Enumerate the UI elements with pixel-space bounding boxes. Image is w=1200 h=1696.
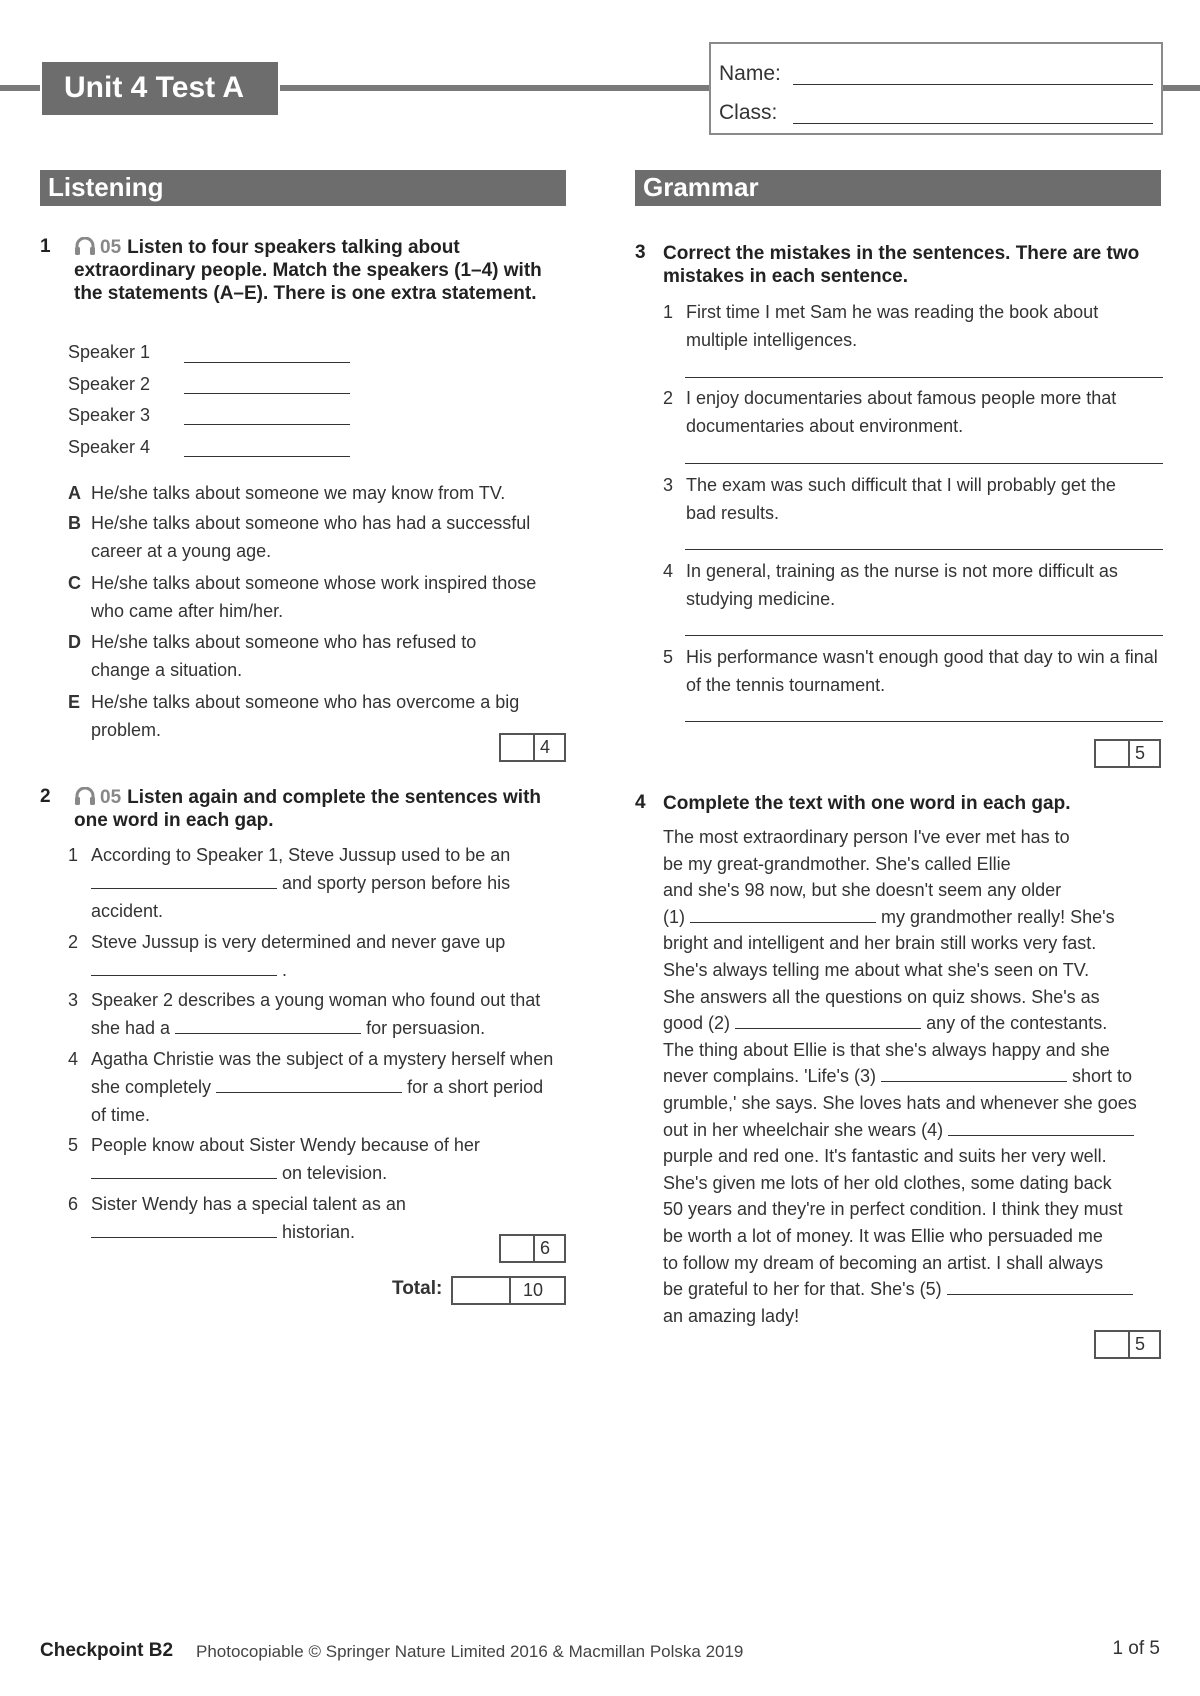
q2-item-5 xyxy=(68,1131,538,1187)
item-text: His performance wasn't enough good that day to win a final of the tennis tournament. xyxy=(686,647,1158,695)
page-number: 1 of 5 xyxy=(1112,1638,1160,1659)
headphones-icon xyxy=(74,787,96,805)
gap-3-line[interactable] xyxy=(881,1064,1067,1082)
q3-item-4 xyxy=(663,557,1141,613)
gap-line[interactable] xyxy=(175,1016,361,1034)
passage-line: an amazing lady! xyxy=(663,1305,800,1326)
q1-instruction: Listen to four speakers talking about extraordinary people. Match the speakers (1–4) with the statements (A–E). There is one extra statement. xyxy=(74,237,542,304)
statement-letter: C xyxy=(68,573,81,593)
gap-5-line[interactable] xyxy=(947,1277,1133,1295)
q3-item-2 xyxy=(663,384,1168,440)
item-text: Agatha Christie was the subject of a mystery herself when she completely xyxy=(91,1049,554,1097)
gap-number: out in her wheelchair she wears (4) xyxy=(663,1119,944,1140)
q3-answer-line-5[interactable] xyxy=(685,721,1163,722)
gap-number: (1) xyxy=(663,906,685,927)
q1-instruction-block xyxy=(74,236,554,305)
q3-number: 3 xyxy=(635,242,646,263)
statement-letter: E xyxy=(68,692,81,712)
passage-text: short to xyxy=(1072,1066,1133,1087)
speaker-4-answer-line[interactable] xyxy=(184,456,350,457)
item-text: According to Speaker 1, Steve Jussup used to be an xyxy=(91,845,511,865)
gap-line[interactable] xyxy=(91,1220,277,1238)
class-row xyxy=(719,101,1159,125)
passage-line: and she's 98 now, but she doesn't seem any older xyxy=(663,880,1062,901)
footer-brand: Checkpoint B2 xyxy=(40,1640,174,1661)
gap-number: never complains. 'Life's (3) xyxy=(663,1066,876,1087)
q4-passage xyxy=(663,824,1163,1329)
passage-line: bright and intelligent and her brain still works very fast. xyxy=(663,933,1097,954)
item-text: First time I met Sam he was reading the book about multiple intelligences. xyxy=(686,302,1099,350)
passage-line-gap-3 xyxy=(663,1063,1163,1090)
gap-number: be grateful to her for that. She's (5) xyxy=(663,1279,942,1300)
item-number: 4 xyxy=(663,561,674,581)
item-text: The exam was such difficult that I will probably get the bad results. xyxy=(686,475,1116,523)
total-score-max: 10 xyxy=(522,1280,544,1300)
total-score-box[interactable] xyxy=(451,1276,566,1305)
passage-line: to follow my dream of becoming an artist. I shall always xyxy=(663,1252,1104,1273)
speaker-1-answer-line[interactable] xyxy=(184,362,350,363)
item-number: 4 xyxy=(68,1049,79,1069)
name-class-box xyxy=(709,42,1163,135)
item-number: 3 xyxy=(663,475,674,495)
unit-title: Unit 4 Test A xyxy=(40,60,280,117)
gap-4-line[interactable] xyxy=(948,1118,1134,1136)
q3-item-1 xyxy=(663,298,1141,354)
item-text-end: on television. xyxy=(282,1163,388,1183)
q4-number: 4 xyxy=(635,792,646,813)
item-number: 1 xyxy=(68,845,79,865)
passage-text: any of the contestants. xyxy=(926,1013,1108,1034)
statement-text: He/she talks about someone we may know from TV. xyxy=(91,483,506,503)
item-text-end: for a short period of time. xyxy=(91,1077,544,1125)
footer-copyright: Photocopiable © Springer Nature Limited 2016 & Macmillan Polska 2019 xyxy=(196,1642,744,1661)
passage-line: grumble,' she says. She loves hats and whenever she goes xyxy=(663,1092,1137,1113)
speaker-3-answer-line[interactable] xyxy=(184,424,350,425)
passage-line-gap-5 xyxy=(663,1276,1163,1303)
passage-line: be worth a lot of money. It was Ellie who persuaded me xyxy=(663,1225,1103,1246)
name-label: Name: xyxy=(719,62,781,85)
q4-instruction: Complete the text with one word in each gap. xyxy=(663,793,1071,814)
item-number: 5 xyxy=(663,647,674,667)
statement-letter: A xyxy=(68,483,81,503)
item-text: Sister Wendy has a special talent as an xyxy=(91,1194,406,1214)
name-field[interactable] xyxy=(793,84,1153,85)
passage-line: be my great-grandmother. She's called Ellie xyxy=(663,853,1011,874)
passage-line: The thing about Ellie is that she's always happy and she xyxy=(663,1039,1110,1060)
q3-answer-line-2[interactable] xyxy=(685,463,1163,464)
statement-text: He/she talks about someone who has overcome a big problem. xyxy=(91,692,520,740)
q2-item-2 xyxy=(68,928,538,984)
q1-score-max: 4 xyxy=(539,737,550,757)
statement-text: He/she talks about someone whose work inspired those who came after him/her. xyxy=(91,573,537,621)
q1-score-box[interactable] xyxy=(499,733,566,762)
passage-line: She's given me lots of her old clothes, some dating back xyxy=(663,1172,1112,1193)
q3-score-max: 5 xyxy=(1134,743,1145,763)
item-text: Speaker 2 describes a young woman who found out that she had a xyxy=(91,990,541,1038)
q2-instruction: Listen again and complete the sentences with one word in each gap. xyxy=(74,787,542,831)
speaker-2-answer-line[interactable] xyxy=(184,393,350,394)
item-number: 1 xyxy=(663,302,674,322)
q3-instruction: Correct the mistakes in the sentences. There are two mistakes in each sentence. xyxy=(663,243,1140,287)
passage-text: my grandmother really! She's xyxy=(881,906,1115,927)
speaker-row-3: Speaker 3 xyxy=(68,405,151,425)
gap-number: good (2) xyxy=(663,1013,731,1034)
statement-d xyxy=(68,628,538,684)
gap-line[interactable] xyxy=(91,958,277,976)
gap-1-line[interactable] xyxy=(690,905,876,923)
statement-text: He/she talks about someone who has had a successful career at a young age. xyxy=(91,513,531,561)
q2-instruction-block xyxy=(74,786,554,832)
item-number: 2 xyxy=(68,932,79,952)
q3-score-box[interactable] xyxy=(1094,739,1161,768)
passage-line-gap-1 xyxy=(663,904,1163,931)
item-number: 5 xyxy=(68,1135,79,1155)
speaker-row-1: Speaker 1 xyxy=(68,342,151,362)
statement-text: He/she talks about someone who has refused to change a situation. xyxy=(91,632,477,680)
passage-line: purple and red one. It's fantastic and suits her very well. xyxy=(663,1146,1107,1167)
statement-letter: B xyxy=(68,513,81,533)
name-row xyxy=(719,62,1159,86)
item-text: Steve Jussup is very determined and never gave up xyxy=(91,932,506,952)
item-text-end: . xyxy=(282,960,288,980)
q2-number: 2 xyxy=(40,786,51,807)
gap-line[interactable] xyxy=(216,1075,402,1093)
q2-score-box[interactable] xyxy=(499,1234,566,1263)
speaker-row-2: Speaker 2 xyxy=(68,374,151,394)
statement-a xyxy=(68,479,568,507)
q2-item-3 xyxy=(68,986,548,1042)
item-text: People know about Sister Wendy because of her xyxy=(91,1135,480,1155)
gap-line[interactable] xyxy=(91,1161,277,1179)
class-field[interactable] xyxy=(793,123,1153,124)
item-text: I enjoy documentaries about famous people more that documentaries about environment. xyxy=(686,388,1117,436)
item-number: 2 xyxy=(663,388,674,408)
q4-score-box[interactable] xyxy=(1094,1330,1161,1359)
q2-item-6 xyxy=(68,1190,428,1246)
statement-letter: D xyxy=(68,632,81,652)
q2-item-1 xyxy=(68,841,538,925)
item-text-end: for persuasion. xyxy=(366,1018,486,1038)
passage-line-gap-4 xyxy=(663,1117,1163,1144)
gap-line[interactable] xyxy=(91,871,277,889)
q3-answer-line-3[interactable] xyxy=(685,549,1163,550)
passage-line: She's always telling me about what she's seen on TV. xyxy=(663,959,1090,980)
passage-line-gap-2 xyxy=(663,1010,1163,1037)
q3-item-3 xyxy=(663,471,1141,527)
q4-score-max: 5 xyxy=(1134,1334,1145,1354)
passage-line: 50 years and they're in perfect condition. I think they must xyxy=(663,1199,1123,1220)
item-text-end: historian. xyxy=(282,1222,356,1242)
statement-b xyxy=(68,509,578,565)
passage-line: She answers all the questions on quiz shows. She's as xyxy=(663,986,1100,1007)
class-label: Class: xyxy=(719,101,778,124)
q3-answer-line-1[interactable] xyxy=(685,377,1163,378)
item-text: In general, training as the nurse is not more difficult as studying medicine. xyxy=(686,561,1118,609)
total-label: Total: xyxy=(392,1278,443,1299)
q2-item-4 xyxy=(68,1045,558,1129)
listening-section-header: Listening xyxy=(40,170,566,206)
statement-c xyxy=(68,569,538,625)
q2-score-max: 6 xyxy=(539,1238,550,1258)
gap-2-line[interactable] xyxy=(735,1011,921,1029)
headphones-icon xyxy=(74,237,96,255)
q1-track-number: 05 xyxy=(100,237,122,258)
q2-track-number: 05 xyxy=(100,787,122,808)
item-number: 3 xyxy=(68,990,79,1010)
item-number: 6 xyxy=(68,1194,79,1214)
item-text-end: and sporty person before his accident. xyxy=(91,873,511,921)
passage-line: The most extraordinary person I've ever met has to xyxy=(663,827,1070,847)
q3-item-5 xyxy=(663,643,1163,699)
q3-answer-line-4[interactable] xyxy=(685,635,1163,636)
grammar-section-header: Grammar xyxy=(635,170,1161,206)
q1-number: 1 xyxy=(40,236,51,257)
speaker-row-4: Speaker 4 xyxy=(68,437,151,457)
